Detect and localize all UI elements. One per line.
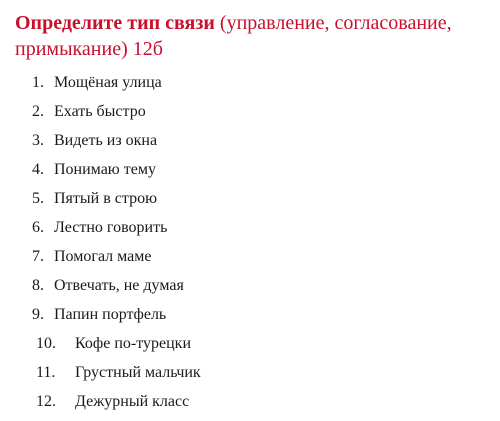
list-item-number: 12.: [36, 393, 56, 410]
task-heading-rest: (управление, согласование, примыкание) 12б: [15, 12, 452, 60]
list-item-number: 9.: [32, 306, 44, 323]
list-item: [0, 334, 500, 363]
list-item-text: Пятый в строю: [54, 190, 158, 207]
list-item-number: 10.: [36, 335, 56, 352]
list-item-text: Понимаю тему: [54, 161, 156, 178]
list-item: [0, 73, 500, 102]
task-heading: [15, 10, 485, 62]
list-item-text: Дежурный класс: [75, 393, 190, 410]
list-item: [0, 131, 500, 160]
list-item-text: Грустный мальчик: [75, 364, 201, 381]
list-item-number: 4.: [32, 161, 44, 178]
list-item-text: Кофе по-турецки: [75, 335, 192, 352]
list-item-text: Отвечать, не думая: [54, 277, 184, 294]
list-item-text: Мощёная улица: [54, 74, 162, 91]
list-item-number: 8.: [32, 277, 44, 294]
list-item: [0, 276, 500, 305]
list-item-number: 6.: [32, 219, 44, 236]
phrase-list: [0, 73, 500, 421]
list-item-number: 3.: [32, 132, 44, 149]
list-item-text: Лестно говорить: [54, 219, 168, 236]
list-item-number: 2.: [32, 103, 44, 120]
task-heading-bold: Определите тип связи: [15, 12, 215, 34]
list-item: [0, 189, 500, 218]
list-item-number: 1.: [32, 74, 44, 91]
list-item-text: Помогал маме: [54, 248, 152, 265]
list-item-number: 5.: [32, 190, 44, 207]
list-item: [0, 218, 500, 247]
list-item: [0, 305, 500, 334]
list-item-text: Папин портфель: [54, 306, 167, 323]
list-item-text: Видеть из окна: [54, 132, 158, 149]
list-item-number: 7.: [32, 248, 44, 265]
list-item: [0, 392, 500, 421]
list-item: [0, 102, 500, 131]
list-item: [0, 160, 500, 189]
list-item-text: Ехать быстро: [54, 103, 146, 120]
list-item: [0, 247, 500, 276]
list-item-number: 11.: [36, 364, 56, 381]
list-item: [0, 363, 500, 392]
